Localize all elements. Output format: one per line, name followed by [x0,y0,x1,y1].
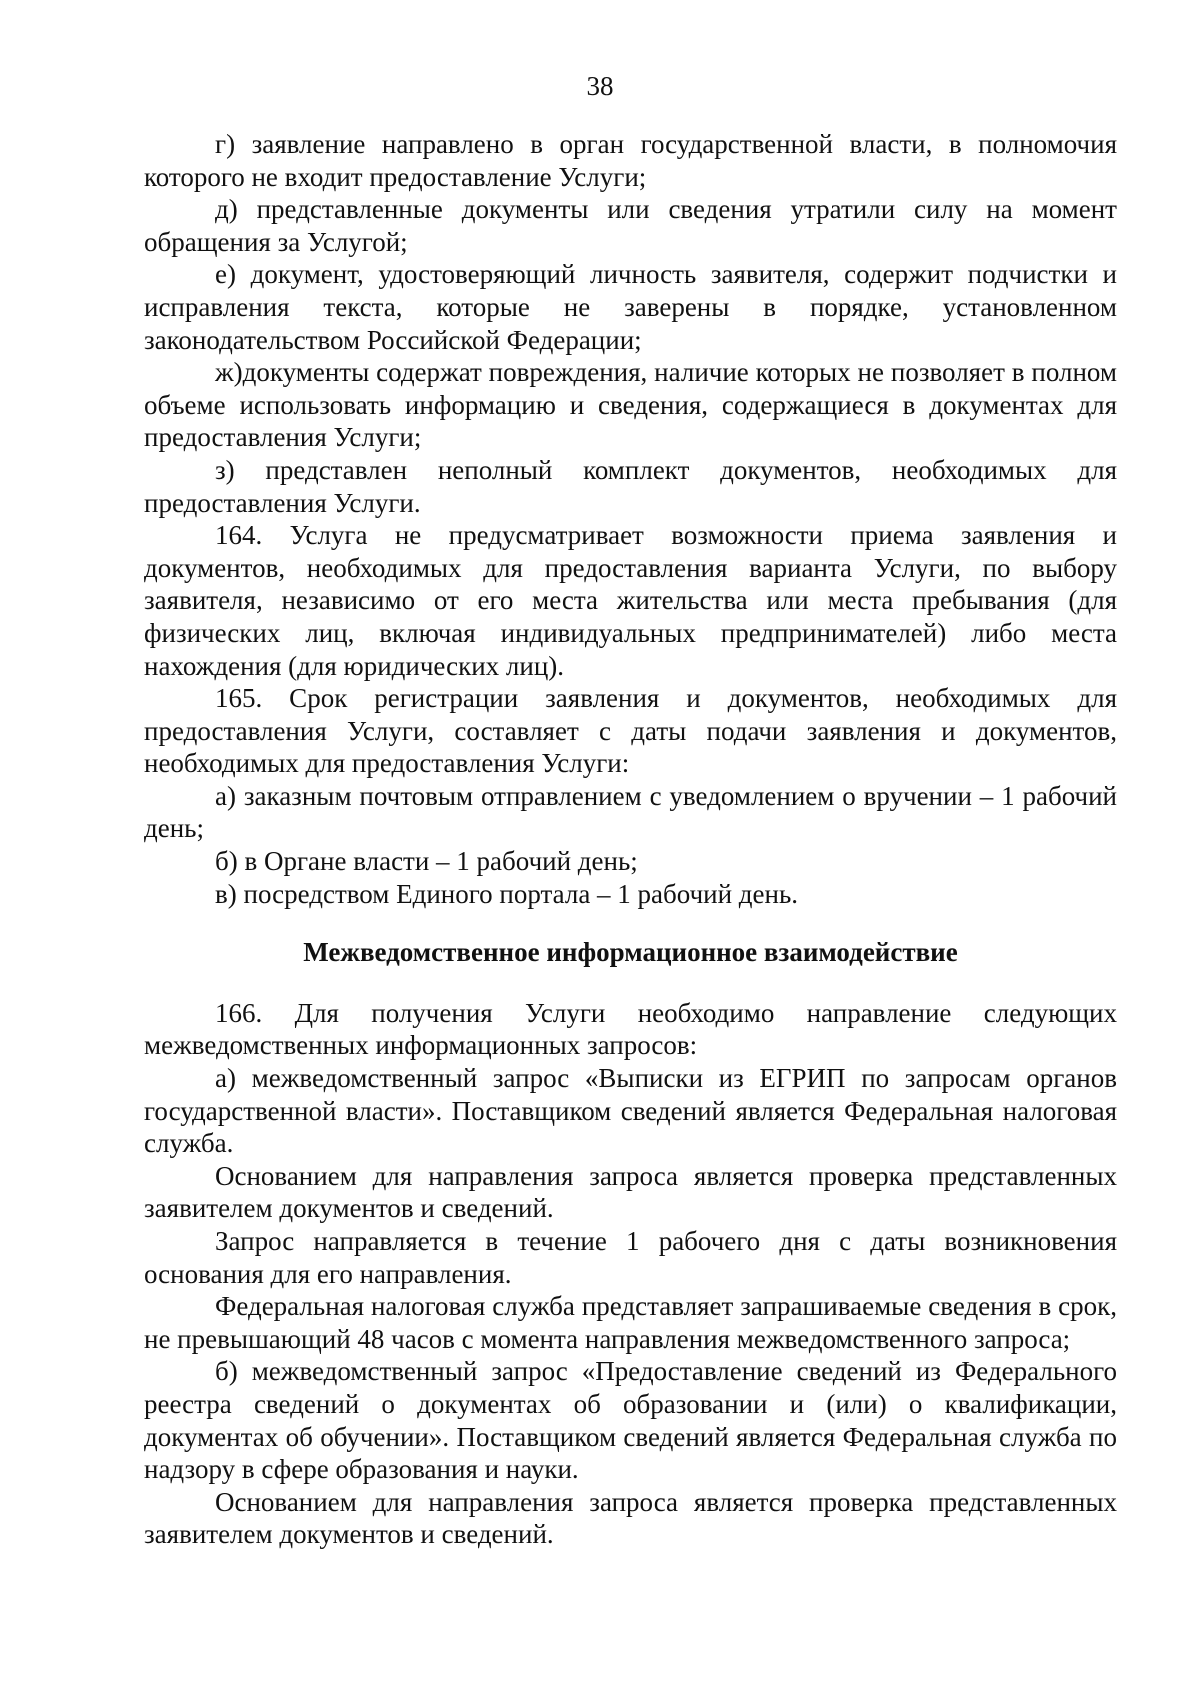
paragraph-165: 165. Срок регистрации заявления и документов, необходимых для предоставления Услуги, составляет с даты подачи заявления и документов, необходимых для предоставления Услуги: [144,683,1117,779]
paragraph-request-timing: Запрос направляется в течение 1 рабочего дня с даты возникновения основания для его направления. [144,1226,1117,1289]
paragraph-item-zh: ж)документы содержат повреждения, наличие которых не позволяет в полном объеме использовать информацию и сведения, содержащиеся в документах для предоставления Услуги; [144,357,1117,453]
paragraph-item-z: з) представлен неполный комплект документов, необходимых для предоставления Услуги. [144,454,1117,518]
document-body [144,128,1117,1551]
paragraph-164: 164. Услуга не предусматривает возможности приема заявления и документов, необходимых для предоставления варианта Услуги, по выбору заявителя, независимо от его места жительства или места пребывания (для физических лиц, включая индивидуальных предпринимателей) либо места нахождения (для юридических лиц). [144,520,1117,681]
paragraph-basis-1: Основанием для направления запроса является проверка представленных заявителем документов и сведений. [144,1160,1117,1224]
paragraph-item-e: е) документ, удостоверяющий личность заявителя, содержит подчистки и исправления текста, которые не заверены в порядке, установленном законодательством Российской Федерации; [144,259,1117,355]
section-heading: Межведомственное информационное взаимодействие [303,937,958,968]
paragraph-166-b: б) межведомственный запрос «Предоставление сведений из Федерального реестра сведений о документах об образовании и (или) о квалификации, документах об обучении». Поставщиком сведений является Федеральная служба по надзору в сфере образования и науки. [144,1356,1117,1485]
paragraph-165-v: в) посредством Единого портала – 1 рабочий день. [215,878,799,909]
paragraph-item-g: г) заявление направлено в орган государственной власти, в полномочия которого не входит предоставление Услуги; [144,129,1117,192]
paragraph-165-b: б) в Органе власти – 1 рабочий день; [215,846,638,877]
paragraph-165-a: а) заказным почтовым отправлением с уведомлением о вручении – 1 рабочий день; [144,780,1117,844]
paragraph-166-a: а) межведомственный запрос «Выписки из ЕГРИП по запросам органов государственной власти». Поставщиком сведений является Федеральная налоговая служба. [144,1063,1117,1159]
page-number: 38 [586,71,614,101]
paragraph-166: 166. Для получения Услуги необходимо направление следующих межведомственных информационных запросов: [144,997,1117,1061]
paragraph-basis-2: Основанием для направления запроса является проверка представленных заявителем документов и сведений. [144,1486,1117,1550]
paragraph-fns-response: Федеральная налоговая служба представляет запрашиваемые сведения в срок, не превышающий 48 часов с момента направления межведомственного запроса; [144,1291,1117,1354]
paragraph-item-d: д) представленные документы или сведения утратили силу на момент обращения за Услугой; [144,194,1117,257]
